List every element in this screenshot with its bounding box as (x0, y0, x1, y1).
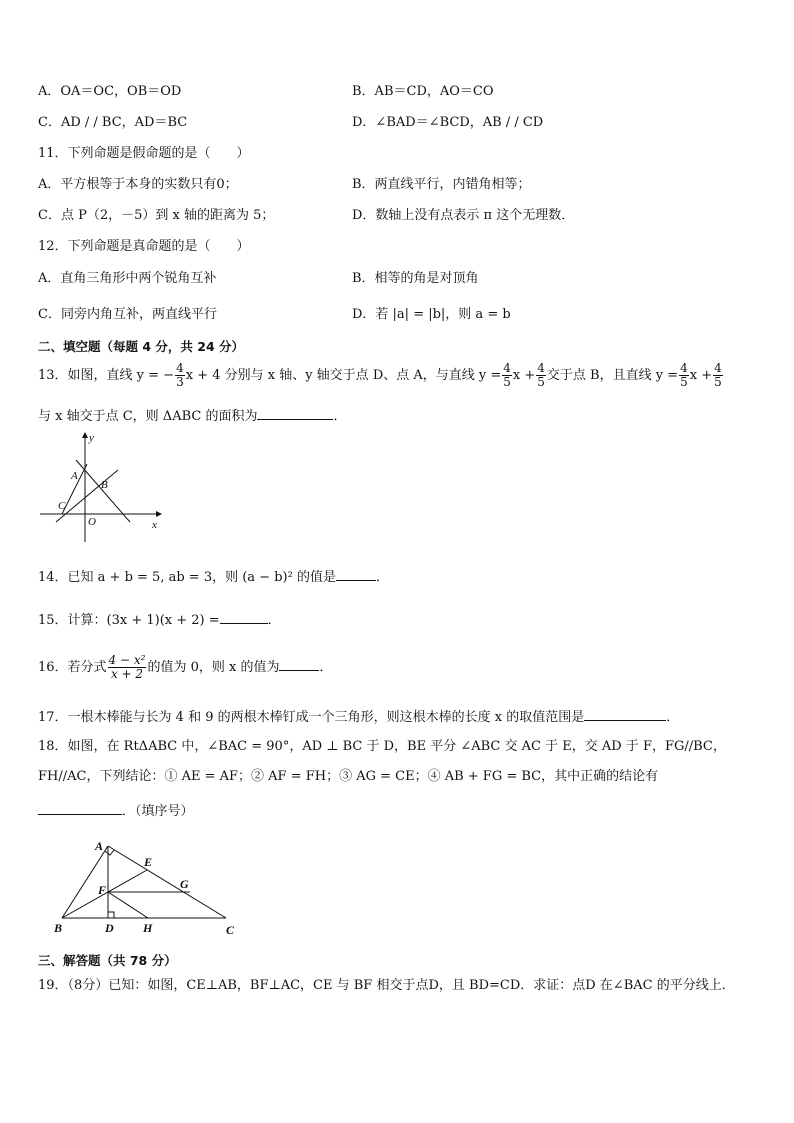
q14-answer-blank[interactable] (336, 566, 376, 581)
q13-f2-num: 4 (503, 361, 511, 375)
fig18-side-ab (62, 846, 108, 918)
q13-f3-num: 4 (537, 361, 545, 375)
fig18-label-g: G (180, 877, 189, 891)
fig13-label-b: B (101, 479, 108, 491)
q18-line-3 (38, 800, 756, 821)
section-3-title: 三、解答题（共 78 分） (38, 953, 177, 968)
section-2-title: 二、填空题（每题 4 分，共 24 分） (38, 339, 245, 354)
q10-option-d: D．∠BAD＝∠BCD，AB / / CD (352, 115, 544, 130)
q16-line (38, 648, 756, 688)
q13-f1-num: 4 (176, 361, 184, 375)
q12-option-a: A．直角三角形中两个锐角互补 (38, 271, 217, 286)
q15-text: 15．计算：(3x + 1)(x + 2) = (38, 613, 220, 628)
q10-option-c: C．AD / / BC，AD＝BC (38, 115, 188, 130)
q11-option-b: B．两直线平行，内错角相等； (352, 177, 531, 192)
q13-line-2-text: 与 x 轴交于点 C，则 ΔABC 的面积为 (38, 409, 258, 424)
fig13-label-x: x (152, 519, 157, 531)
q13-f4-num: 4 (680, 361, 688, 375)
q16-end: ． (319, 660, 333, 675)
fig18-label-h: H (143, 921, 153, 935)
q16-post: 的值为 0，则 x 的值为 (147, 660, 280, 675)
q14-end: ． (375, 570, 389, 585)
q13-fraction-4 (679, 362, 689, 389)
q13-line-1 (38, 360, 756, 392)
q12-option-d: D．若 |a| = |b|，则 a = b (352, 307, 511, 322)
q16-answer-blank[interactable] (279, 656, 319, 671)
q10-option-row-1 (38, 83, 756, 101)
q13-line-2 (38, 405, 756, 426)
q15-answer-blank[interactable] (220, 609, 268, 624)
q13-fraction-5 (713, 362, 723, 389)
fig18-right-angle-d (108, 912, 114, 918)
q13-part-1: 13．如图，直线 y = − (38, 368, 175, 383)
q13-f1-den: 3 (176, 375, 184, 389)
fig13-label-a: A (71, 470, 78, 482)
q11-option-row-1 (38, 176, 756, 194)
fig18-label-b: B (54, 921, 63, 935)
q16-numerator: 4 − x² (108, 653, 146, 667)
q13-f3-den: 5 (537, 375, 545, 389)
q13-part-4: 交于点 B，且直线 y = (546, 368, 679, 383)
q13-f2-den: 5 (503, 375, 511, 389)
q14-line (38, 566, 756, 587)
fig13-label-o: O (88, 516, 96, 528)
q11-option-d: D．数轴上没有点表示 π 这个无理数． (352, 208, 575, 223)
q13-f5-num: 4 (714, 361, 722, 375)
q13-fraction-3 (536, 362, 546, 389)
q18-answer-blank[interactable] (38, 800, 122, 815)
q16-denominator: x + 2 (110, 667, 144, 681)
fig18-label-f: F (98, 883, 107, 897)
q13-end: ． (333, 409, 347, 424)
q13-figure (38, 430, 168, 548)
q12-option-c: C．同旁内角互补，两直线平行 (38, 307, 217, 322)
q18-line-3-text: ．（填序号） (122, 804, 194, 819)
q11-stem: 11．下列命题是假命题的是（ ） (38, 146, 250, 161)
q10-option-b: B．AB＝CD，AO＝CO (352, 84, 494, 99)
q17-line (38, 706, 756, 727)
q14-text: 14．已知 a + b = 5, ab = 3，则 (a − b)² 的值是 (38, 570, 336, 585)
q17-end: ． (666, 710, 680, 725)
q19-line: 19．（8分）已知：如图，CE⊥AB，BF⊥AC，CE 与 BF 相交于点D，且 BD=CD．求证：点D 在∠BAC 的平分线上． (38, 978, 735, 993)
q15-line (38, 609, 756, 630)
q13-fraction-2 (502, 362, 512, 389)
q18-figure (48, 836, 248, 936)
fig18-label-c: C (226, 923, 235, 936)
fig13-x-arrow (156, 511, 162, 517)
q13-f5-den: 5 (714, 375, 722, 389)
q13-fraction-1 (175, 362, 185, 389)
q13-part-2: x + 4 分别与 x 轴、y 轴交于点 D、点 A，与直线 y = (185, 368, 502, 383)
q15-end: ． (267, 613, 281, 628)
q18-line-1: 18．如图，在 RtΔABC 中，∠BAC = 90°，AD ⊥ BC 于 D，BE 平分 ∠ABC 交 AC 于 E，交 AD 于 F，FG//BC， (38, 739, 726, 754)
q16-fraction (108, 654, 147, 681)
q13-f4-den: 5 (680, 375, 688, 389)
q12-option-row-2 (38, 306, 756, 324)
fig18-label-d: D (105, 921, 114, 935)
q11-option-c: C．点 P（2，－5）到 x 轴的距离为 5； (38, 208, 275, 223)
q12-option-row-1 (38, 270, 756, 288)
fig18-label-a: A (95, 839, 104, 853)
q12-stem: 12．下列命题是真命题的是（ ） (38, 239, 250, 254)
q10-option-a: A．OA＝OC，OB＝OD (38, 84, 182, 99)
q17-text: 17．一根木棒能与长为 4 和 9 的两根木棒钉成一个三角形，则这根木棒的长度 x 的取值范围是 (38, 710, 585, 725)
q17-answer-blank[interactable] (584, 706, 666, 721)
q13-part-3: x + (512, 368, 536, 383)
q13-answer-blank[interactable] (257, 405, 333, 420)
fig13-label-y: y (89, 432, 94, 444)
q18-line-2: FH//AC，下列结论：① AE = AF；② AF = FH；③ AG = CE；④ AB + FG = BC，其中正确的结论有 (38, 769, 659, 784)
q11-option-row-2 (38, 207, 756, 225)
fig18-right-angle-a (105, 850, 114, 855)
fig13-label-c: C (58, 500, 66, 512)
fig13-y-arrow (82, 432, 88, 438)
q12-option-b: B．相等的角是对顶角 (352, 271, 479, 286)
q13-part-5: x + (689, 368, 713, 383)
q16-pre: 16．若分式 (38, 660, 107, 675)
fig18-label-e: E (144, 855, 153, 869)
q11-option-a: A．平方根等于本身的实数只有0； (38, 177, 238, 192)
q10-option-row-2 (38, 114, 756, 132)
